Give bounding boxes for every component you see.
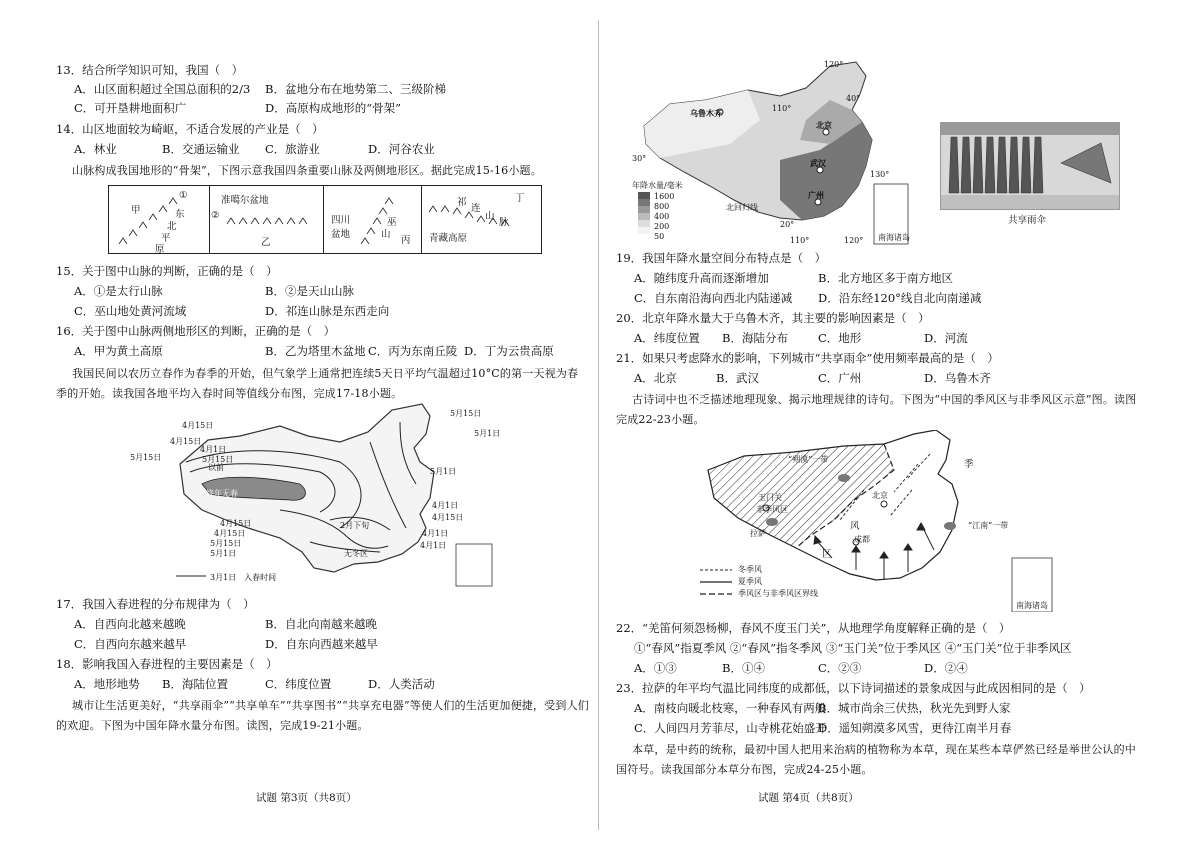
map2-degree-0: 120°: [824, 60, 844, 69]
map1-label-9: 5月1日: [430, 467, 457, 476]
map1-label-5: 5月15日: [130, 453, 162, 462]
monsoon-map: [694, 430, 1058, 612]
q21-option-c: C．广州: [818, 371, 862, 385]
q17-option-c: C．自西向东越来越早: [74, 637, 187, 651]
q20-option-b: B．海陆分布: [722, 331, 788, 345]
map3-legend-summer: 夏季风: [738, 577, 762, 586]
china-outline-map2: [630, 60, 910, 248]
right-page: [600, 0, 1200, 849]
q16-stem: 16．关于图中山脉两侧地形区的判断，正确的是（ ）: [56, 324, 336, 338]
q22-option-a: A．①③: [634, 661, 677, 675]
q19-stem: 19．我国年降水量空间分布特点是（ ）: [616, 251, 827, 265]
precipitation-map: [630, 60, 910, 248]
label-junggar: 准噶尔盆地: [221, 195, 269, 206]
map2-label-beijing: 北京: [816, 120, 832, 130]
map1-label-14: 5月15日: [210, 539, 242, 548]
q23-option-c: C．人间四月芳菲尽，山寺桃花始盛开: [634, 721, 827, 735]
map3-label-nonmonsoon: 非季风区: [756, 505, 788, 514]
q14-option-a: A．林业: [74, 142, 117, 156]
map3-label-lasa: 拉萨: [750, 529, 766, 538]
map2-legend-200: 200: [654, 222, 670, 231]
map1-label-3: 4月15日: [170, 437, 202, 446]
map2-inset-label: 南海诸岛: [878, 233, 910, 242]
label-shan: 山: [381, 229, 391, 240]
map1-label-1: 5月1日: [474, 429, 501, 438]
q14-option-d: D．河谷农业: [368, 142, 435, 156]
q17-option-b: B．自北向南越来越晚: [265, 617, 377, 631]
map3-label-qu: 区: [822, 549, 832, 560]
map1-label-0: 5月15日: [450, 409, 482, 418]
map3-label-shuomo: “朔漠”一带: [788, 455, 829, 464]
label-yi: 乙: [261, 237, 271, 248]
map1-label-12: 4月15日: [220, 519, 252, 528]
shared-umbrella-photo: [940, 122, 1120, 210]
q18-option-d: D．人类活动: [368, 677, 435, 691]
q17-option-d: D．自东向西越来越早: [265, 637, 378, 651]
q20-stem: 20．北京年降水量大于乌鲁木齐，其主要的影响因素是（ ）: [616, 311, 930, 325]
q19-option-b: B．北方地区多于南方地区: [818, 271, 953, 285]
intro-22-23-line1: 古诗词中也不乏描述地理现象、揭示地理规律的诗句。下图为“中国的季风区与非季风区示意”图。读图: [632, 393, 1137, 406]
map2-degree-7: 130°: [870, 170, 890, 179]
q16-option-a: A．甲为黄土高原: [74, 344, 163, 358]
q22-option-c: C．②③: [818, 661, 862, 675]
map2-label-urumqi: 乌鲁木齐: [690, 108, 722, 118]
map2-degree-2: 110°: [772, 104, 792, 113]
label-mai: 脉: [499, 217, 509, 228]
q15-option-d: D．祁连山脉是东西走向: [265, 304, 390, 318]
label-bing: 丙: [401, 235, 411, 246]
label-pendi: 盆地: [331, 229, 351, 240]
map3-label-feng: 风: [850, 521, 860, 532]
label-ping: 平: [161, 233, 171, 244]
q13-option-a: A．山区面积超过全国总面积的2/3: [74, 82, 251, 96]
map1-label-4: 4月1日: [200, 445, 227, 454]
label-ding: 丁: [515, 193, 525, 204]
label-jia: 甲: [131, 205, 141, 216]
q18-option-b: B．海陆位置: [162, 677, 228, 691]
q22-stem: 22．“羌笛何须怨杨柳，春风不度玉门关”，从地理学角度解释正确的是（ ）: [616, 621, 1011, 635]
q14-option-b: B．交通运输业: [162, 142, 240, 156]
q14-stem: 14．山区地面较为崎岖，不适合发展的产业是（ ）: [56, 122, 324, 136]
map2-label-guangzhou: 广州: [808, 190, 824, 200]
q23-option-d: D．遥知朔漠多风雪，更待江南半月春: [818, 721, 1012, 735]
map1-label-10: 4月1日: [432, 501, 459, 510]
label-qi: 祁: [457, 197, 467, 208]
map1-label-13: 4月15日: [214, 529, 246, 538]
label-circle-1: ①: [179, 190, 188, 201]
q14-option-c: C．旅游业: [265, 142, 320, 156]
map3-legend-winter: 冬季风: [738, 565, 762, 574]
q22-items: ①“春风”指夏季风 ②“春风”指冬季风 ③“玉门关”位于季风区 ④“玉门关”位于非季风区: [634, 641, 1072, 655]
q18-option-c: C．纬度位置: [265, 677, 332, 691]
label-lian: 连: [471, 203, 481, 214]
map1-legend: 3月1日 入春时间: [210, 573, 277, 582]
map2-degree-5: 110°: [790, 236, 810, 245]
label-yuan: 原: [155, 244, 165, 255]
map1-label-6: 5月15日: [202, 455, 234, 464]
map2-label-wuhan: 武汉: [810, 158, 826, 168]
q15-option-c: C．巫山地处黄河流域: [74, 304, 187, 318]
map3-legend-boundary: 季风区与非季风区界线: [738, 589, 818, 598]
label-qingzang: 青藏高原: [429, 233, 468, 244]
intro-19-21-line2: 的欢迎。下图为中国年降水量分布图。读图，完成19-21小题。: [56, 719, 369, 732]
map2-legend-800: 800: [654, 202, 670, 211]
q20-option-a: A．纬度位置: [634, 331, 700, 345]
q17-option-a: A．自西向北越来越晚: [74, 617, 186, 631]
q21-stem: 21．如果只考虑降水的影响，下列城市“共享雨伞”使用频率最高的是（ ）: [616, 351, 999, 365]
q16-option-d: D．丁为云贵高原: [464, 344, 554, 358]
label-wu: 巫: [387, 217, 397, 228]
map2-legend-title: 年降水量/毫米: [632, 181, 683, 190]
q22-option-d: D．②④: [924, 661, 968, 675]
q19-option-d: D．沿东经120°线自北向南递减: [818, 291, 982, 305]
map2-legend-400: 400: [654, 212, 670, 221]
q13-stem: 13．结合所学知识可知，我国（ ）: [56, 63, 244, 77]
map2-degree-4: 20°: [780, 220, 795, 229]
mountain-figure: [108, 185, 542, 254]
map3-label-ji: 季: [964, 459, 974, 470]
intro-17-18-line1: 我国民间以农历立春作为春季的开始，但气象学上通常把连续5天日平均气温超过10°C的第一天视为春: [72, 367, 579, 380]
q23-option-b: B．城市尚余三伏热，秋光先到野人家: [818, 701, 1011, 715]
intro-24-25-line1: 本草，是中药的统称，最初中国人把用来治病的植物称为本草，现在某些本草俨然已经是举世公认的中: [632, 743, 1136, 756]
q16-option-b: B．乙为塔里木盆地: [265, 344, 366, 358]
q21-option-b: B．武汉: [716, 371, 759, 385]
map1-label-15: 5月1日: [210, 549, 237, 558]
map3-label-chengdu: 成都: [854, 535, 870, 544]
q23-option-a: A．南枝向暖北枝寒，一种春风有两般: [634, 701, 827, 715]
q21-option-a: A．北京: [634, 371, 677, 385]
q16-option-c: C．丙为东南丘陵: [368, 344, 458, 358]
intro-19-21-line1: 城市让生活更美好，“共享雨伞”“共享单车”“共享图书”“共享充电器”等使人们的生活更加便捷，受到人们: [72, 699, 589, 712]
map2-legend-50: 50: [654, 232, 665, 241]
map3-label-yumenguan: 玉门关: [758, 493, 782, 502]
q19-option-c: C．自东南沿海向西北内陆递减: [634, 291, 793, 305]
map1-label-2: 4月15日: [182, 421, 214, 430]
q18-stem: 18．影响我国入春进程的主要因素是（ ）: [56, 657, 278, 671]
map1-label-16: 2月下旬: [340, 521, 370, 530]
map3-label-jiangnan: “江南”一带: [968, 521, 1009, 530]
q17-stem: 17．我国入春进程的分布规律为（ ）: [56, 597, 255, 611]
q15-option-a: A．①是太行山脉: [74, 284, 163, 298]
map3-inset-label: 南海诸岛: [1016, 601, 1048, 610]
q13-option-c: C．可开垦耕地面积广: [74, 101, 187, 115]
map2-degree-3: 30°: [632, 154, 647, 163]
label-shan2: 山: [485, 211, 495, 222]
map2-tropic-label: 北回归线: [726, 203, 758, 212]
q18-option-a: A．地形地势: [74, 677, 140, 691]
q13-option-d: D．高原构成地形的“骨架”: [265, 101, 401, 115]
map1-label-19: 无冬区: [344, 549, 368, 558]
label-dong: 东: [175, 209, 185, 220]
map2-degree-1: 40°: [846, 94, 861, 103]
map1-label-7: 以前: [208, 463, 224, 472]
q20-option-c: C．地形: [818, 331, 862, 345]
intro-24-25-line2: 国符号。读我国部分本草分布图，完成24-25小题。: [616, 763, 873, 776]
label-bei: 北: [167, 221, 177, 232]
map1-label-11: 4月15日: [432, 513, 464, 522]
q20-option-d: D．河流: [924, 331, 968, 345]
q13-option-b: B．盆地分布在地势第二、三级阶梯: [265, 82, 446, 96]
map3-label-beijing: 北京: [872, 491, 888, 500]
q23-stem: 23．拉萨的年平均气温比同纬度的成都低，以下诗词描述的景象成因与此成因相同的是（ ）: [616, 681, 1091, 695]
q15-option-b: B．②是天山山脉: [265, 284, 354, 298]
q21-option-d: D．乌鲁木齐: [924, 371, 991, 385]
intro-15-16: 山脉构成我国地形的“骨架”，下图示意我国四条重要山脉及两侧地形区。据此完成15-16小题。: [72, 164, 542, 177]
q22-option-b: B．①④: [722, 661, 765, 675]
label-sichuan: 四川: [331, 215, 351, 226]
map2-degree-6: 120°: [844, 236, 864, 245]
map1-label-8: 终年无春: [206, 489, 238, 498]
spring-onset-map: [130, 402, 510, 588]
q19-option-a: A．随纬度升高而逐渐增加: [634, 271, 769, 285]
left-page-footer: 试题 第3页（共8页）: [256, 792, 357, 804]
right-page-footer: 试题 第4页（共8页）: [758, 792, 859, 804]
photo-caption: 共享雨伞: [1008, 215, 1047, 226]
intro-17-18-line2: 季的开始。读我国各地平均入春时间等值线分布图，完成17-18小题。: [56, 387, 403, 400]
map1-label-17: 4月1日: [422, 529, 449, 538]
intro-22-23-line2: 完成22-23小题。: [616, 413, 705, 426]
label-circle-2: ②: [211, 210, 220, 221]
map1-label-18: 4月1日: [420, 541, 447, 550]
umbrella-illustration: [941, 123, 1119, 209]
q15-stem: 15．关于图中山脉的判断，正确的是（ ）: [56, 264, 278, 278]
map2-legend-1600: 1600: [654, 192, 675, 201]
